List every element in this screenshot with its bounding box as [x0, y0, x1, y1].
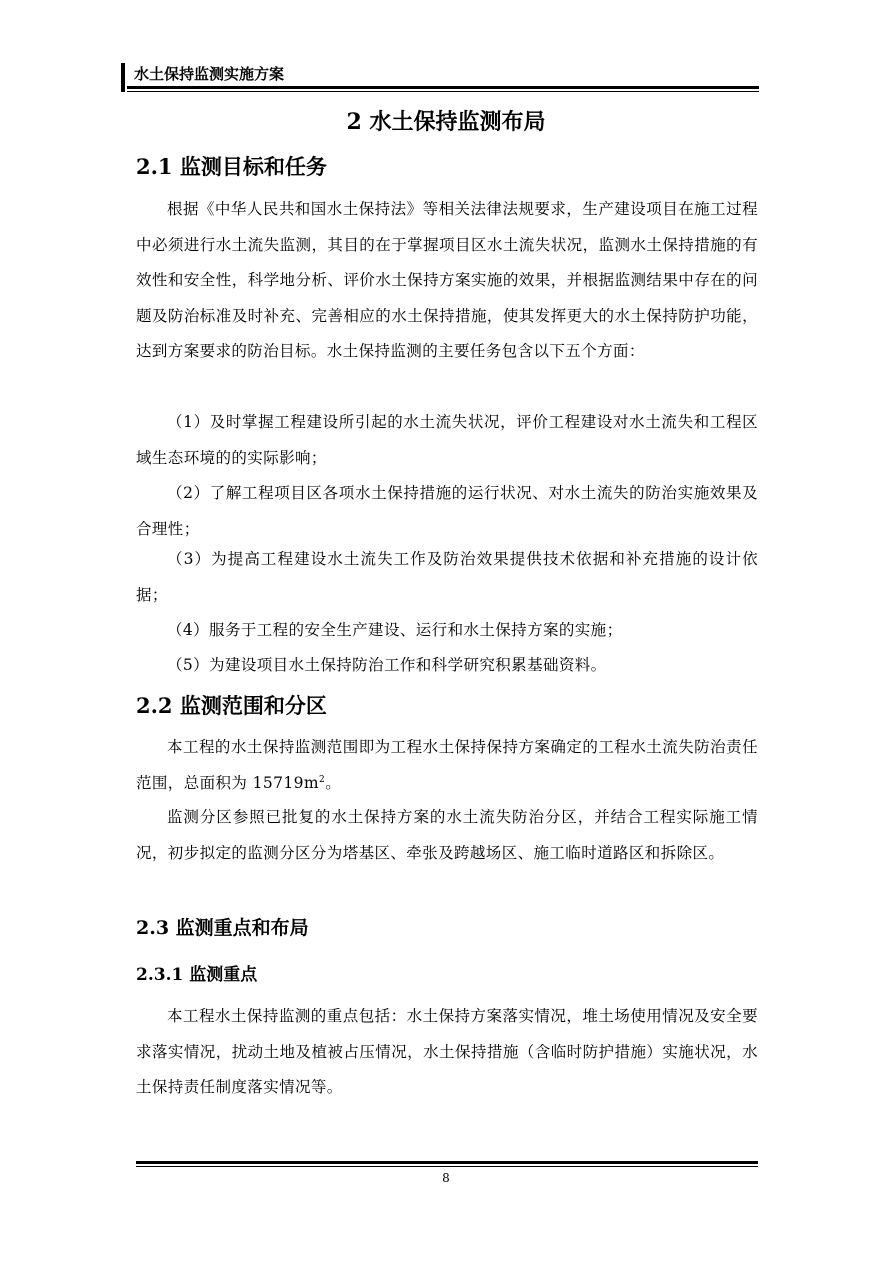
section-2-3-1-heading: 2.3.1 监测重点	[136, 965, 258, 985]
footer-rule-thick	[136, 1161, 758, 1164]
section-2-2-paragraph-2: 监测分区参照已批复的水土保持方案的水土流失防治分区，并结合工程实际施工情况，初步拟定的监测分区分为塔基区、牵张及跨越场区、施工临时道路区和拆除区。	[136, 808, 758, 862]
chapter-title: 2 水土保持监测布局	[346, 109, 546, 135]
page-number: 8	[442, 1171, 450, 1185]
section-2-2-paragraph-1	[136, 730, 758, 801]
section-2-2-heading: 2.2 监测范围和分区	[136, 693, 327, 718]
section-2-3-heading: 2.3 监测重点和布局	[136, 917, 309, 939]
area-end-punct: 。	[325, 773, 342, 792]
area-unit-superscript: 2	[319, 774, 326, 785]
running-header-title: 水土保持监测实施方案	[134, 65, 285, 83]
task-item-5: （5）为建设项目水土保持防治工作和科学研究积累基础资料。	[167, 656, 607, 674]
header-accent-bar	[121, 63, 125, 92]
task-item-1: （1）及时掌握工程建设所引起的水土流失状况，评价工程建设对水土流失和工程区域生态环境的的实际影响；	[136, 413, 758, 467]
task-item-2: （2）了解工程项目区各项水土保持措施的运行状况、对水土流失的防治实施效果及合理性；	[136, 484, 758, 538]
header-rule-thin	[127, 91, 759, 92]
footer-rule-thin	[136, 1166, 758, 1167]
section-2-1-heading: 2.1 监测目标和任务	[136, 154, 327, 179]
task-item-4: （4）服务于工程的安全生产建设、运行和水土保持方案的实施；	[167, 621, 623, 639]
header-rule-thick	[127, 86, 759, 89]
task-item-3: （3）为提高工程建设水土流失工作及防治效果提供技术依据和补充措施的设计依据；	[136, 550, 758, 604]
section-2-1-paragraph: 根据《中华人民共和国水土保持法》等相关法律法规要求，生产建设项目在施工过程中必须进行水土流失监测，其目的在于掌握项目区水土流失状况，监测水土保持措施的有效性和安全性，科学地分析、评价水土保持方案实施的效果，并根据监测结果中存在的问题及防治标准及时补充、完善相应的水土保持措施，使其发挥更大的水土保持防护功能，达到方案要求的防治目标。水土保持监测的主要任务包含以下五个方面：	[136, 200, 758, 361]
area-text: 本工程的水土保持监测范围即为工程水土保持保持方案确定的工程水土流失防治责任范围，总面积为 15719m	[136, 738, 758, 792]
section-2-3-1-paragraph: 本工程水土保持监测的重点包括：水土保持方案落实情况，堆土场使用情况及安全要求落实情况，扰动土地及植被占压情况，水土保持措施（含临时防护措施）实施状况，水土保持责任制度落实情况等。	[136, 1007, 758, 1097]
